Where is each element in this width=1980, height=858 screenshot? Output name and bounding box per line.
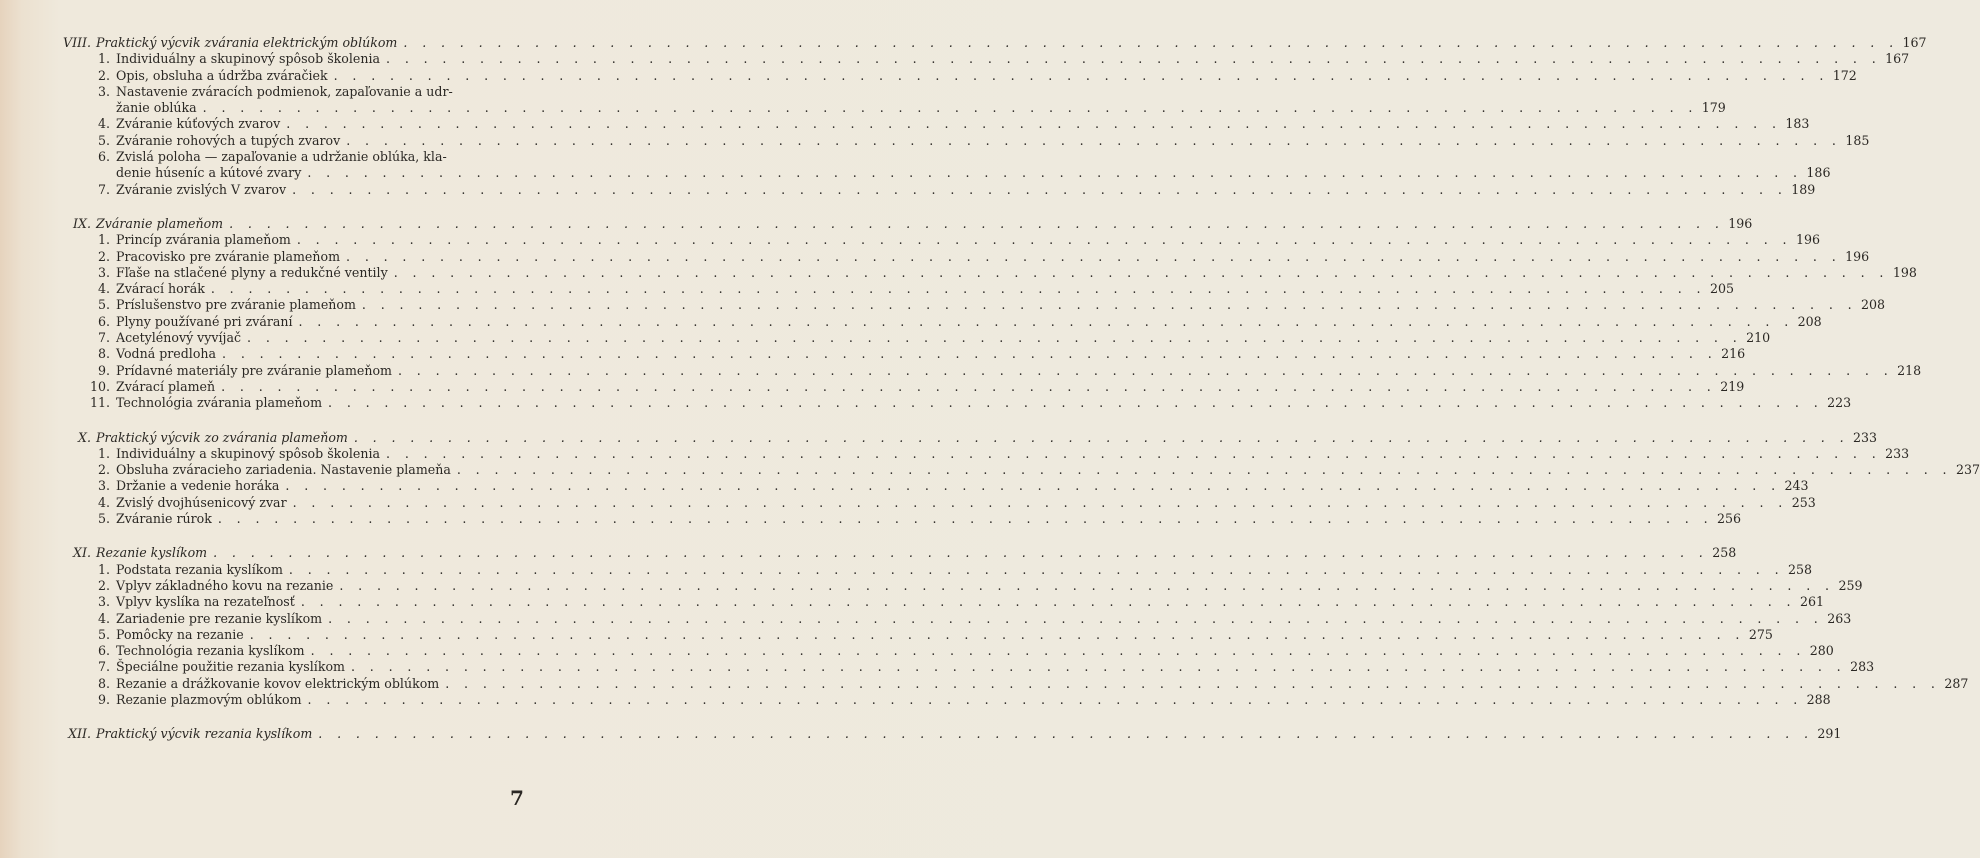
item-number: 8. — [97, 346, 110, 362]
item-number: 5. — [97, 626, 110, 642]
item-title: Držanie a vedenie horáka — [116, 478, 280, 494]
toc-item — [0, 659, 1875, 675]
page-ref: 185 — [1845, 132, 1870, 148]
leader-dots: . . . . . . . . . . . . . . . . . . . . . . . . . . . . . . . . . . . . . . . . . . . . . . . . . . . . . . . . . . . . . . . . . . . . . . . . . . . . . . . . — [386, 445, 1882, 461]
page-ref: 196 — [1845, 248, 1870, 264]
entry-body — [116, 232, 1820, 248]
page-ref: 233 — [1852, 429, 1878, 445]
leader-dots: . . . . . . . . . . . . . . . . . . . . . . . . . . . . . . . . . . . . . . . . . . . . . . . . . . . . . . . . . . . . . . . . . . . . . . . . . . . . . . . . — [386, 51, 1882, 67]
toc-item — [0, 149, 600, 165]
leader-dots: . . . . . . . . . . . . . . . . . . . . . . . . . . . . . . . . . . . . . . . . . . . . . . . . . . . . . . . . . . . . . . . . . . . . . . . . . . . . . . . . — [285, 478, 1781, 494]
item-number: 2. — [97, 67, 110, 83]
toc-item — [0, 232, 1820, 248]
entry-body — [116, 577, 1863, 594]
item-title: Zariadenie pre rezanie kyslíkom — [116, 610, 323, 626]
toc-item — [0, 691, 1831, 708]
item-number: 4. — [97, 494, 110, 510]
item-number: 10. — [89, 378, 110, 394]
toc-item — [0, 330, 1771, 346]
page-ref: 259 — [1838, 577, 1863, 593]
toc-item — [0, 462, 1980, 478]
entry-body — [116, 610, 1852, 627]
item-number: 6. — [97, 313, 110, 329]
entry-body — [116, 84, 508, 100]
item-title: Zvárací horák — [116, 281, 205, 297]
toc-chapter — [0, 215, 1922, 412]
item-number: 1. — [97, 561, 110, 577]
toc-item — [0, 100, 1726, 116]
item-number: 3. — [97, 83, 110, 99]
item-title: Individuálny a skupinový spôsob školenia — [116, 445, 381, 461]
toc-item — [0, 84, 600, 100]
toc-item — [0, 594, 1824, 610]
chapter-numeral: XII. — [68, 726, 91, 742]
chapter-title: Praktický výcvik rezania kyslíkom — [96, 726, 313, 742]
leader-dots: . . . . . . . . . . . . . . . . . . . . . . . . . . . . . . . . . . . . . . . . . . . . . . . . . . . . . . . . . . . . . . . . . . . . . . . . . . . . . . . . — [300, 594, 1796, 610]
table-of-contents — [0, 35, 1980, 761]
entry-body — [116, 248, 1870, 265]
toc-item — [0, 511, 1742, 527]
toc-item — [0, 248, 1870, 265]
entry-body — [116, 511, 1742, 527]
leader-dots: . . . . . . . . . . . . . . . . . . . . . . . . . . . . . . . . . . . . . . . . . . . . . . . . . . . . . . . . . . . . . . . . . . . . . . . . . . . . . . . . — [318, 726, 1814, 742]
item-number: 5. — [97, 297, 110, 313]
entry-body — [116, 297, 1886, 313]
entry-body — [116, 51, 1910, 67]
chapter-title: Zváranie plameňom — [96, 215, 224, 231]
item-number: 5. — [97, 132, 110, 148]
item-number: 1. — [97, 232, 110, 248]
chapter-title: Rezanie kyslíkom — [96, 545, 208, 561]
item-number: 3. — [97, 594, 110, 610]
item-title: žanie oblúka — [116, 100, 197, 116]
item-title: denie húseníc a kútové zvary — [116, 165, 302, 181]
item-title: Princíp zvárania plameňom — [116, 232, 291, 248]
chapter-heading — [0, 429, 1878, 446]
toc-item — [0, 313, 1822, 330]
item-title: Podstata rezania kyslíkom — [116, 561, 283, 577]
leader-dots: . . . . . . . . . . . . . . . . . . . . . . . . . . . . . . . . . . . . . . . . . . . . . . . . . . . . . . . . . . . . . . . . . . . . . . . . . . . . . . . . — [328, 395, 1824, 411]
toc-item — [0, 51, 1910, 67]
toc-item — [0, 181, 1816, 198]
leader-dots: . . . . . . . . . . . . . . . . . . . . . . . . . . . . . . . . . . . . . . . . . . . . . . . . . . . . . . . . . . . . . . . . . . . . . . . . . . . . . . . . — [288, 561, 1785, 577]
toc-item — [0, 116, 1810, 132]
item-title: Príslušenstvo pre zváranie plameňom — [116, 297, 356, 313]
toc-item — [0, 610, 1852, 627]
item-title: Zváranie rúrok — [116, 511, 212, 527]
item-title: Technológia zvárania plameňom — [116, 395, 323, 411]
chapter-title: Praktický výcvik zvárania elektrickým oblúkom — [96, 35, 398, 50]
chapter-numeral: XI. — [73, 545, 91, 561]
leader-dots: . . . . . . . . . . . . . . . . . . . . . . . . . . . . . . . . . . . . . . . . . . . . . . . . . . . . . . . . . . . . . . . . . . . . . . . . . . . . . . . . — [393, 264, 1889, 280]
entry-body — [116, 100, 1726, 116]
item-title: Špeciálne použitie rezania kyslíkom — [116, 659, 345, 675]
toc-item — [0, 445, 1910, 462]
item-title: Zvislá poloha — zapaľovanie a udržanie oblúka, kla- — [116, 149, 447, 165]
item-title: Prídavné materiály pre zváranie plameňom — [116, 362, 392, 378]
item-number: 7. — [97, 330, 110, 346]
item-number: 2. — [97, 248, 110, 264]
entry-body — [116, 378, 1745, 395]
page-ref: 283 — [1850, 659, 1875, 675]
leader-dots: . . . . . . . . . . . . . . . . . . . . . . . . . . . . . . . . . . . . . . . . . . . . . . . . . . . . . . . . . . . . . . . . . . . . . . . . . . . . . . . . — [310, 643, 1806, 659]
leader-dots: . . . . . . . . . . . . . . . . . . . . . . . . . . . . . . . . . . . . . . . . . . . . . . . . . . . . . . . . . . . . . . . . . . . . . . . . . . . . . . . . — [346, 132, 1842, 148]
leader-dots: . . . . . . . . . . . . . . . . . . . . . . . . . . . . . . . . . . . . . . . . . . . . . . . . . . . . . . . . . . . . . . . . . . . . . . . . . . . . . . . . — [229, 215, 1725, 231]
page-ref: 256 — [1716, 511, 1742, 527]
entry-body — [116, 478, 1809, 494]
item-title: Obsluha zváracieho zariadenia. Nastavenie plameňa — [116, 462, 451, 478]
page-ref: 237 — [1955, 462, 1980, 478]
entry-body — [116, 462, 1980, 478]
item-title: Acetylénový vyvíjač — [116, 330, 242, 346]
item-title: Opis, obsluha a údržba zváračiek — [116, 67, 328, 83]
item-title: Vodná predloha — [116, 346, 217, 362]
entry-body — [116, 149, 508, 165]
entry-body — [116, 395, 1852, 411]
entry-body — [116, 181, 1816, 198]
entry-body — [116, 675, 1969, 692]
toc-chapter — [0, 726, 1842, 742]
page-ref: 288 — [1806, 691, 1831, 707]
leader-dots: . . . . . . . . . . . . . . . . . . . . . . . . . . . . . . . . . . . . . . . . . . . . . . . . . . . . . . . . . . . . . . . . . . . . . . . . . . . . . . . . — [202, 100, 1698, 116]
page-ref: 172 — [1832, 67, 1857, 83]
entry-body — [116, 264, 1917, 281]
leader-dots: . . . . . . . . . . . . . . . . . . . . . . . . . . . . . . . . . . . . . . . . . . . . . . . . . . . . . . . . . . . . . . . . . . . . . . . . . . . . . . . . — [403, 35, 1899, 50]
leader-dots: . . . . . . . . . . . . . . . . . . . . . . . . . . . . . . . . . . . . . . . . . . . . . . . . . . . . . . . . . . . . . . . . . . . . . . . . . . . . . . . . — [328, 610, 1824, 626]
entry-body — [116, 281, 1734, 297]
page-ref: 275 — [1748, 626, 1773, 642]
page-ref: 205 — [1709, 281, 1734, 297]
item-number: 9. — [97, 691, 110, 707]
chapter-heading — [0, 35, 1927, 51]
leader-dots: . . . . . . . . . . . . . . . . . . . . . . . . . . . . . . . . . . . . . . . . . . . . . . . . . . . . . . . . . . . . . . . . . . . . . . . . . . . . . . . . — [217, 511, 1713, 527]
page-ref: 219 — [1720, 378, 1745, 394]
leader-dots: . . . . . . . . . . . . . . . . . . . . . . . . . . . . . . . . . . . . . . . . . . . . . . . . . . . . . . . . . . . . . . . . . . . . . . . . . . . . . . . . — [286, 116, 1782, 132]
item-number: 1. — [97, 445, 110, 461]
page-ref: 167 — [1885, 51, 1910, 67]
leader-dots: . . . . . . . . . . . . . . . . . . . . . . . . . . . . . . . . . . . . . . . . . . . . . . . . . . . . . . . . . . . . . . . . . . . . . . . . . . . . . . . . — [307, 165, 1803, 181]
toc-item — [0, 478, 1809, 494]
item-title: Zvárací plameň — [116, 378, 216, 394]
leader-dots: . . . . . . . . . . . . . . . . . . . . . . . . . . . . . . . . . . . . . . . . . . . . . . . . . . . . . . . . . . . . . . . . . . . . . . . . . . . . . . . . — [292, 181, 1788, 197]
toc-item — [0, 132, 1870, 149]
entry-body — [96, 429, 1878, 446]
page-ref: 196 — [1795, 232, 1820, 248]
entry-body — [116, 561, 1813, 578]
entry-body — [96, 215, 1753, 232]
item-title: Vplyv kyslíka na rezateľnosť — [116, 594, 295, 610]
entry-body — [116, 659, 1875, 675]
entry-body — [96, 726, 1842, 742]
page-ref: 198 — [1892, 264, 1917, 280]
toc-item — [0, 362, 1922, 379]
entry-body — [116, 494, 1816, 511]
page-ref: 210 — [1746, 330, 1771, 346]
item-number: 4. — [97, 281, 110, 297]
entry-body — [116, 445, 1910, 462]
chapter-heading — [0, 215, 1753, 232]
entry-body — [116, 132, 1870, 149]
entry-body — [116, 330, 1771, 346]
item-title: Individuálny a skupinový spôsob školenia — [116, 51, 381, 67]
page-ref: 216 — [1721, 346, 1746, 362]
leader-dots: . . . . . . . . . . . . . . . . . . . . . . . . . . . . . . . . . . . . . . . . . . . . . . . . . . . . . . . . . . . . . . . . . . . . . . . . . . . . . . . . — [361, 297, 1858, 313]
item-number: 5. — [97, 511, 110, 527]
leader-dots: . . . . . . . . . . . . . . . . . . . . . . . . . . . . . . . . . . . . . . . . . . . . . . . . . . . . . . . . . . . . . . . . . . . . . . . . . . . . . . . . — [222, 346, 1718, 362]
entry-body — [116, 362, 1922, 379]
item-number: 6. — [97, 149, 110, 165]
item-number: 11. — [89, 395, 110, 411]
item-title: Nastavenie zváracích podmienok, zapaľovanie a udr- — [116, 83, 453, 99]
entry-body — [116, 67, 1857, 84]
item-number: 7. — [97, 659, 110, 675]
page-ref: 223 — [1827, 395, 1852, 411]
toc-item — [0, 67, 1857, 84]
leader-dots: . . . . . . . . . . . . . . . . . . . . . . . . . . . . . . . . . . . . . . . . . . . . . . . . . . . . . . . . . . . . . . . . . . . . . . . . . . . . . . . . — [307, 691, 1803, 707]
leader-dots: . . . . . . . . . . . . . . . . . . . . . . . . . . . . . . . . . . . . . . . . . . . . . . . . . . . . . . . . . . . . . . . . . . . . . . . . . . . . . . . . — [298, 313, 1794, 329]
leader-dots: . . . . . . . . . . . . . . . . . . . . . . . . . . . . . . . . . . . . . . . . . . . . . . . . . . . . . . . . . . . . . . . . . . . . . . . . . . . . . . . . — [333, 67, 1829, 83]
page-ref: 263 — [1827, 610, 1852, 626]
page-ref: 287 — [1944, 675, 1969, 691]
item-number: 7. — [97, 181, 110, 197]
chapter-numeral: IX. — [73, 215, 91, 231]
page-ref: 208 — [1797, 313, 1822, 329]
entry-body — [116, 691, 1831, 708]
page-ref: 218 — [1897, 362, 1922, 378]
page-ref: 291 — [1817, 726, 1842, 742]
chapter-heading — [0, 726, 1842, 742]
leader-dots: . . . . . . . . . . . . . . . . . . . . . . . . . . . . . . . . . . . . . . . . . . . . . . . . . . . . . . . . . . . . . . . . . . . . . . . . . . . . . . . . — [210, 281, 1706, 297]
item-title: Zváranie kúťových zvarov — [116, 116, 281, 132]
page-number: 7 — [510, 786, 524, 810]
page-ref: 167 — [1902, 35, 1927, 50]
item-number: 3. — [97, 478, 110, 494]
page-ref: 233 — [1885, 445, 1910, 461]
toc-item — [0, 264, 1917, 281]
leader-dots: . . . . . . . . . . . . . . . . . . . . . . . . . . . . . . . . . . . . . . . . . . . . . . . . . . . . . . . . . . . . . . . . . . . . . . . . . . . . . . . . — [350, 659, 1847, 675]
entry-body — [96, 35, 1927, 51]
page-ref: 179 — [1701, 100, 1726, 116]
entry-body — [116, 116, 1810, 132]
leader-dots: . . . . . . . . . . . . . . . . . . . . . . . . . . . . . . . . . . . . . . . . . . . . . . . . . . . . . . . . . . . . . . . . . . . . . . . . . . . . . . . . — [247, 330, 1743, 346]
leader-dots: . . . . . . . . . . . . . . . . . . . . . . . . . . . . . . . . . . . . . . . . . . . . . . . . . . . . . . . . . . . . . . . . . . . . . . . . . . . . . . . . — [456, 462, 1952, 478]
leader-dots: . . . . . . . . . . . . . . . . . . . . . . . . . . . . . . . . . . . . . . . . . . . . . . . . . . . . . . . . . . . . . . . . . . . . . . . . . . . . . . . . — [339, 577, 1835, 593]
item-title: Rezanie a drážkovanie kovov elektrickým oblúkom — [116, 675, 440, 691]
item-title: Plyny používané pri zváraní — [116, 313, 293, 329]
item-title: Zvislý dvojhúsenicový zvar — [116, 494, 287, 510]
chapter-numeral: VIII. — [62, 35, 91, 50]
item-title: Zváranie rohových a tupých zvarov — [116, 132, 341, 148]
item-number: 4. — [97, 610, 110, 626]
toc-chapter — [0, 35, 1927, 198]
chapter-title: Praktický výcvik zo zvárania plameňom — [96, 429, 348, 445]
entry-body — [116, 346, 1746, 362]
item-title: Technológia rezania kyslíkom — [116, 643, 305, 659]
toc-item — [0, 577, 1863, 594]
entry-body — [116, 594, 1824, 610]
entry-body — [96, 545, 1737, 561]
page-ref: 280 — [1809, 643, 1834, 659]
toc-item — [0, 297, 1886, 313]
item-number: 2. — [97, 462, 110, 478]
item-number: 2. — [97, 577, 110, 593]
item-number: 3. — [97, 264, 110, 280]
leader-dots: . . . . . . . . . . . . . . . . . . . . . . . . . . . . . . . . . . . . . . . . . . . . . . . . . . . . . . . . . . . . . . . . . . . . . . . . . . . . . . . . — [445, 675, 1941, 691]
leader-dots: . . . . . . . . . . . . . . . . . . . . . . . . . . . . . . . . . . . . . . . . . . . . . . . . . . . . . . . . . . . . . . . . . . . . . . . . . . . . . . . . — [221, 378, 1717, 394]
page-ref: 208 — [1861, 297, 1886, 313]
page-ref: 196 — [1728, 215, 1753, 231]
toc-chapter — [0, 429, 1980, 528]
item-number: 4. — [97, 116, 110, 132]
item-title: Vplyv základného kovu na rezanie — [116, 577, 334, 593]
leader-dots: . . . . . . . . . . . . . . . . . . . . . . . . . . . . . . . . . . . . . . . . . . . . . . . . . . . . . . . . . . . . . . . . . . . . . . . . . . . . . . . . — [346, 248, 1842, 264]
entry-body — [116, 643, 1834, 659]
page-ref: 258 — [1788, 561, 1813, 577]
leader-dots: . . . . . . . . . . . . . . . . . . . . . . . . . . . . . . . . . . . . . . . . . . . . . . . . . . . . . . . . . . . . . . . . . . . . . . . . . . . . . . . . — [213, 545, 1709, 561]
chapter-heading — [0, 545, 1737, 561]
item-title: Zváranie zvislých V zvarov — [116, 181, 287, 197]
entry-body — [116, 626, 1773, 643]
toc-item — [0, 395, 1852, 411]
item-number: 9. — [97, 362, 110, 378]
leader-dots: . . . . . . . . . . . . . . . . . . . . . . . . . . . . . . . . . . . . . . . . . . . . . . . . . . . . . . . . . . . . . . . . . . . . . . . . . . . . . . . . — [398, 362, 1894, 378]
page-ref: 258 — [1712, 545, 1737, 561]
item-title: Pomôcky na rezanie — [116, 626, 244, 642]
page-ref: 243 — [1784, 478, 1809, 494]
toc-item — [0, 643, 1834, 659]
leader-dots: . . . . . . . . . . . . . . . . . . . . . . . . . . . . . . . . . . . . . . . . . . . . . . . . . . . . . . . . . . . . . . . . . . . . . . . . . . . . . . . . — [292, 494, 1788, 510]
chapter-numeral: X. — [78, 429, 91, 445]
item-title: Fľaše na stlačené plyny a redukčné ventily — [116, 264, 388, 280]
item-title: Rezanie plazmovým oblúkom — [116, 691, 302, 707]
toc-item — [0, 281, 1734, 297]
toc-item — [0, 165, 1831, 181]
page-ref: 183 — [1785, 116, 1810, 132]
page-ref: 186 — [1806, 165, 1831, 181]
item-number: 6. — [97, 643, 110, 659]
item-number: 1. — [97, 51, 110, 67]
leader-dots: . . . . . . . . . . . . . . . . . . . . . . . . . . . . . . . . . . . . . . . . . . . . . . . . . . . . . . . . . . . . . . . . . . . . . . . . . . . . . . . . — [353, 429, 1849, 445]
toc-item — [0, 494, 1816, 511]
entry-body — [116, 313, 1822, 330]
page-ref: 261 — [1799, 594, 1824, 610]
toc-item — [0, 561, 1813, 578]
page-ref: 253 — [1791, 494, 1816, 510]
toc-item — [0, 346, 1746, 362]
leader-dots: . . . . . . . . . . . . . . . . . . . . . . . . . . . . . . . . . . . . . . . . . . . . . . . . . . . . . . . . . . . . . . . . . . . . . . . . . . . . . . . . — [296, 232, 1792, 248]
item-title: Pracovisko pre zváranie plameňom — [116, 248, 341, 264]
leader-dots: . . . . . . . . . . . . . . . . . . . . . . . . . . . . . . . . . . . . . . . . . . . . . . . . . . . . . . . . . . . . . . . . . . . . . . . . . . . . . . . . — [249, 626, 1745, 642]
page-ref: 189 — [1791, 181, 1816, 197]
item-number: 8. — [97, 675, 110, 691]
toc-item — [0, 626, 1773, 643]
entry-body — [116, 165, 1831, 181]
toc-item — [0, 378, 1745, 395]
toc-chapter — [0, 545, 1969, 708]
toc-item — [0, 675, 1969, 692]
